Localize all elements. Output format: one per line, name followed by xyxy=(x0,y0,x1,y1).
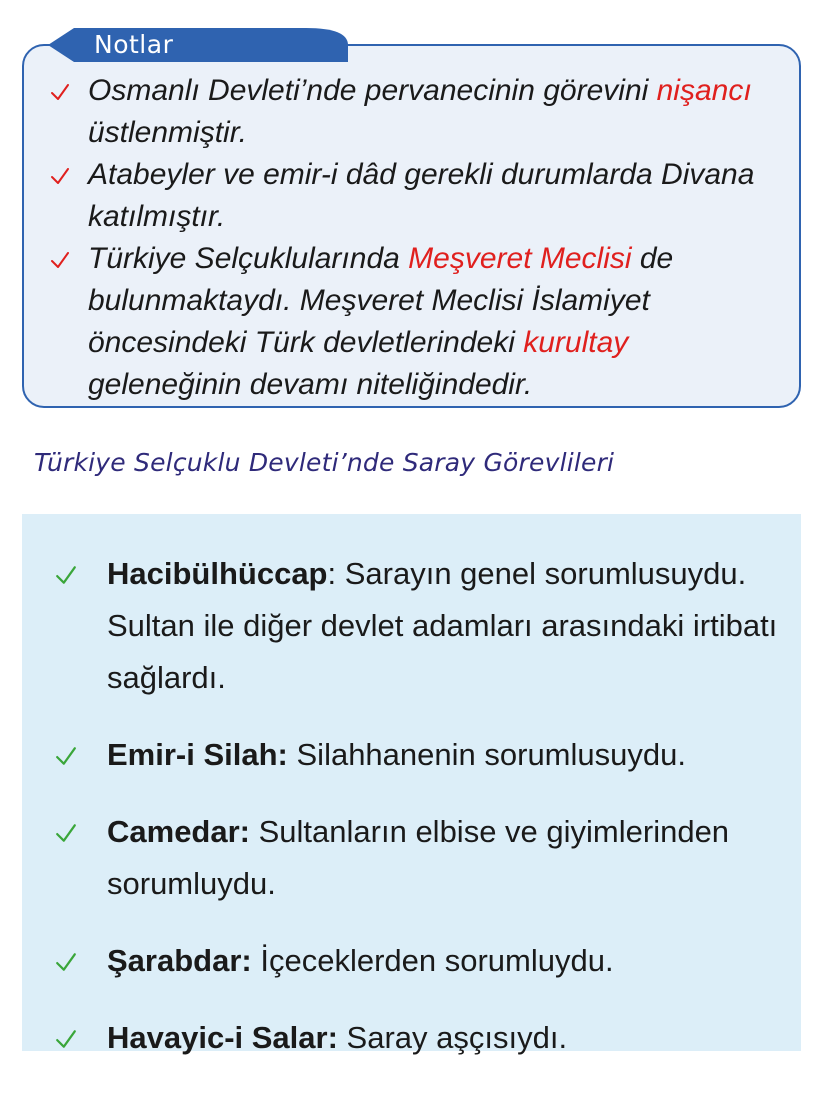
official-description: Silahhanenin sorumlusuydu. xyxy=(296,737,686,772)
official-term: Havayic-i Salar: xyxy=(107,1020,338,1055)
note-item xyxy=(50,154,788,238)
official-separator: : xyxy=(327,556,345,591)
highlighted-term: Meşveret Meclisi xyxy=(408,242,632,275)
green-check-icon xyxy=(55,745,77,767)
notes-list xyxy=(50,70,788,406)
official-item xyxy=(55,729,797,781)
red-check-icon xyxy=(50,166,70,186)
highlighted-term: kurultay xyxy=(523,326,629,359)
note-text: geleneğinin devamı niteliğindedir. xyxy=(88,368,533,401)
list-gap xyxy=(55,781,797,806)
official-separator xyxy=(288,737,297,772)
notes-tab xyxy=(48,28,348,62)
official-item xyxy=(55,1012,797,1064)
officials-panel xyxy=(22,514,801,1055)
highlighted-term: nişancı xyxy=(656,74,752,107)
list-gap xyxy=(55,704,797,729)
note-item xyxy=(50,70,788,154)
official-term: Hacibülhüccap xyxy=(107,556,328,591)
official-item xyxy=(55,935,797,987)
official-term: Camedar: xyxy=(107,814,250,849)
official-description: Sultanların elbise ve giyimlerinden sorumluydu. xyxy=(107,814,730,901)
official-separator xyxy=(338,1020,347,1055)
note-text: de bulunmaktaydı. Meşveret Meclisi İslamiyet öncesindeki Türk devletlerindeki xyxy=(88,242,674,359)
note-text: üstlenmiştir. xyxy=(88,116,247,149)
official-description: Sarayın genel sorumlusuydu. Sultan ile diğer devlet adamları arasındaki irtibatı sağlardı. xyxy=(107,556,778,695)
notes-tab-label: Notlar xyxy=(94,30,174,59)
official-item xyxy=(55,806,797,910)
notes-tab-shape xyxy=(48,28,348,62)
note-item xyxy=(50,238,788,406)
officials-list xyxy=(55,548,797,1064)
list-gap xyxy=(55,987,797,1012)
official-item xyxy=(55,548,797,704)
note-text: Atabeyler ve emir-i dâd gerekli durumlarda Divana katılmıştır. xyxy=(88,158,755,233)
note-text: Türkiye Selçuklularında xyxy=(88,242,409,275)
list-gap xyxy=(55,910,797,935)
green-check-icon xyxy=(55,1028,77,1050)
red-check-icon xyxy=(50,250,70,270)
note-text: Osmanlı Devleti’nde pervanecinin görevini xyxy=(88,74,657,107)
official-separator xyxy=(250,814,259,849)
official-term: Şarabdar: xyxy=(107,943,252,978)
green-check-icon xyxy=(55,822,77,844)
official-description: Saray aşçısıydı. xyxy=(346,1020,568,1055)
red-check-icon xyxy=(50,82,70,102)
official-term: Emir-i Silah: xyxy=(107,737,288,772)
green-check-icon xyxy=(55,564,77,586)
official-description: İçeceklerden sorumluydu. xyxy=(260,943,614,978)
section-title: Türkiye Selçuklu Devleti’nde Saray Görevlileri xyxy=(34,448,615,477)
green-check-icon xyxy=(55,951,77,973)
